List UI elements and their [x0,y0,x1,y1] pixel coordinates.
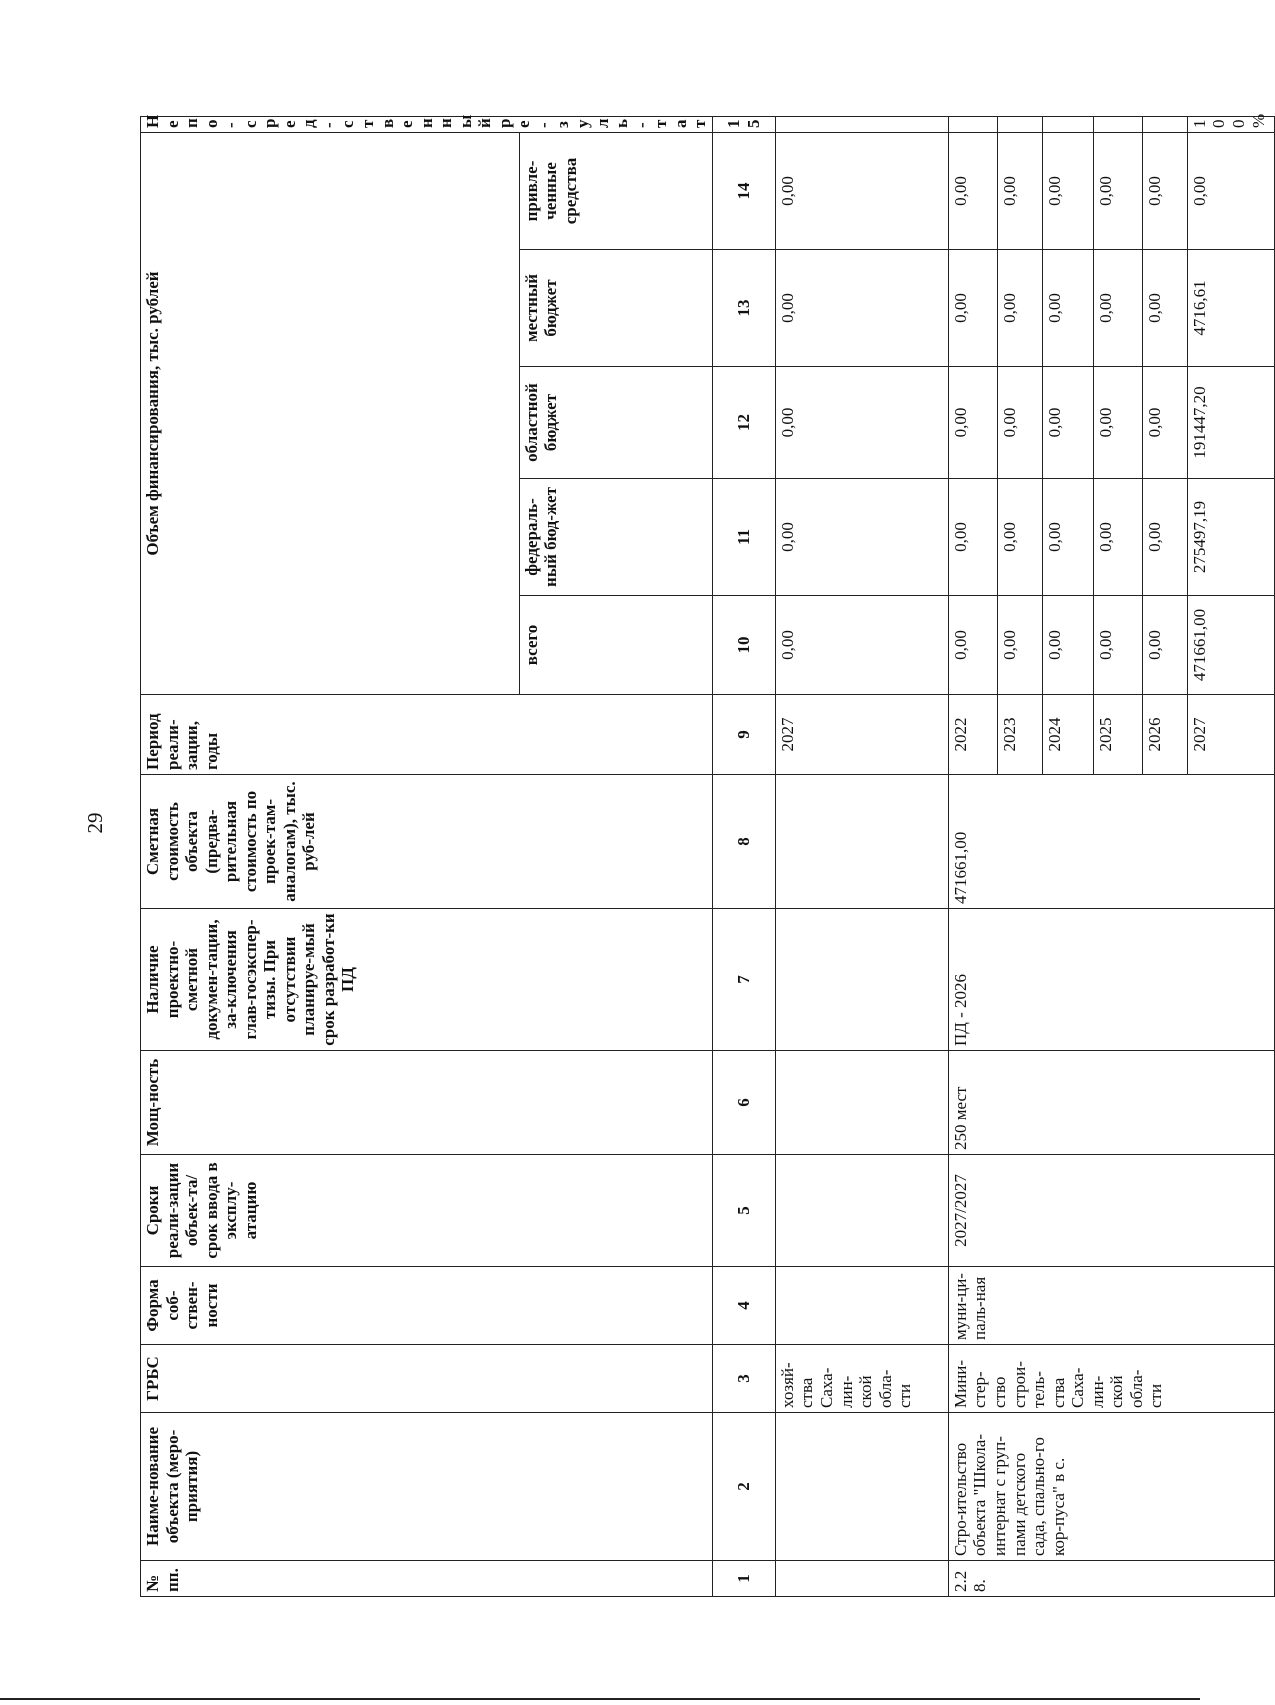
year-federal: 0,00 [1093,479,1142,596]
year-federal: 0,00 [1042,479,1093,596]
cont-grbs: хозяй-ства Саха-лин-ской обла-сти [775,1345,948,1413]
year-total: 0,00 [1142,596,1187,695]
year-federal: 0,00 [948,479,997,596]
header-term: Сроки реали-зации объек-та/срок ввода в эксплу-атацию [141,1155,713,1267]
year-attracted: 0,00 [1142,133,1187,250]
year-period: 2025 [1093,695,1142,775]
column-number: 2 [712,1413,775,1561]
header-funding-group: Объем финансирования, тыс. рублей [141,133,520,695]
year-attracted: 0,00 [1093,133,1142,250]
year-total: 0,00 [948,596,997,695]
year-local: 0,00 [1042,250,1093,367]
cont-attracted: 0,00 [775,133,948,250]
year-result [1093,117,1142,133]
cont-period: 2027 [775,695,948,775]
header-total: всего [519,596,712,695]
header-period: Период реали-зации, годы [141,695,713,775]
object-grbs: Мини-стер-ство строи-тель-ства Саха-лин-ской обла-сти [948,1345,1274,1413]
column-number: 3 [712,1345,775,1413]
column-number: 11 [712,479,775,596]
column-number: 6 [712,1051,775,1155]
page-number: 29 [83,812,107,834]
year-result [997,117,1042,133]
year-local: 0,00 [1142,250,1187,367]
year-period: 2023 [997,695,1042,775]
cont-name [775,1413,948,1561]
column-number: 4 [712,1267,775,1345]
object-ownership: муни-ци-паль-ная [948,1267,1274,1345]
header-regional: областной бюджет [519,367,712,479]
cont-total: 0,00 [775,596,948,695]
object-number: 2.28. [948,1561,1274,1597]
year-federal: 0,00 [997,479,1042,596]
year-result: 100% [1187,117,1274,133]
year-total: 0,00 [1042,596,1093,695]
year-attracted: 0,00 [997,133,1042,250]
cont-term [775,1155,948,1267]
continuation-row [775,117,948,1597]
year-attracted: 0,00 [948,133,997,250]
column-number: 15 [712,117,775,133]
header-design-docs: Наличие проектно-сметной докумен-тации, за-ключения глав-госэкспер-тизы. При отсутствии планируе-мый срок разработ-ки ПД [141,909,713,1051]
funding-table [140,113,1275,1597]
header-row [141,117,520,1597]
cont-number [775,1561,948,1597]
header-attracted: привле-ченные средства [519,133,712,250]
cont-capacity [775,1051,948,1155]
header-object-name: Наиме-нование объекта (меро-приятия) [141,1413,713,1561]
header-capacity: Мощ-ность [141,1051,713,1155]
column-number: 14 [712,133,775,250]
year-period: 2027 [1187,695,1274,775]
header-result: Непо-сред-ствен ный ре-зуль-тат [141,117,713,133]
cont-ownership [775,1267,948,1345]
year-result [1042,117,1093,133]
year-regional: 0,00 [948,367,997,479]
year-regional: 191447,20 [1187,367,1274,479]
column-number-row [712,117,775,1597]
year-period: 2022 [948,695,997,775]
column-number: 10 [712,596,775,695]
year-local: 0,00 [1093,250,1142,367]
column-number: 13 [712,250,775,367]
scan-footer-line [0,1698,1200,1700]
header-number: № пп. [141,1561,713,1597]
header-grbs: ГРБС [141,1345,713,1413]
year-regional: 0,00 [1142,367,1187,479]
year-local: 0,00 [948,250,997,367]
year-regional: 0,00 [1042,367,1093,479]
year-regional: 0,00 [1093,367,1142,479]
year-total: 0,00 [997,596,1042,695]
column-number: 1 [712,1561,775,1597]
year-regional: 0,00 [997,367,1042,479]
header-estimated-cost: Сметная стоимость объекта (предва-рительная стоимость по проек-там-аналогам), тыс. руб-лей [141,775,713,909]
year-period: 2024 [1042,695,1093,775]
year-local: 4716,61 [1187,250,1274,367]
header-federal: федераль-ный бюд-жет [519,479,712,596]
header-local: местный бюджет [519,250,712,367]
year-federal: 0,00 [1142,479,1187,596]
object-name: Стро-ительство объекта "Школа-интернат с груп-пами детского сада, спально-го кор-пуса" в с. [948,1413,1274,1561]
column-number: 5 [712,1155,775,1267]
year-total: 471661,00 [1187,596,1274,695]
year-period: 2026 [1142,695,1187,775]
object-capacity: 250 мест [948,1051,1274,1155]
object-design-docs: ПД - 2026 [948,909,1274,1051]
cont-estimated-cost [775,775,948,909]
cont-result [775,117,948,133]
year-attracted: 0,00 [1042,133,1093,250]
column-number: 9 [712,695,775,775]
year-result [948,117,997,133]
cont-regional: 0,00 [775,367,948,479]
year-attracted: 0,00 [1187,133,1274,250]
column-number: 8 [712,775,775,909]
year-row [948,117,997,1597]
cont-local: 0,00 [775,250,948,367]
object-term: 2027/2027 [948,1155,1274,1267]
column-number: 12 [712,367,775,479]
year-total: 0,00 [1093,596,1142,695]
header-ownership: Форма соб-ствен-ности [141,1267,713,1345]
cont-design-docs [775,909,948,1051]
year-federal: 275497,19 [1187,479,1274,596]
rotated-table-container [140,113,1268,1597]
object-estimated-cost: 471661,00 [948,775,1274,909]
year-result [1142,117,1187,133]
column-number: 7 [712,909,775,1051]
cont-federal: 0,00 [775,479,948,596]
year-local: 0,00 [997,250,1042,367]
